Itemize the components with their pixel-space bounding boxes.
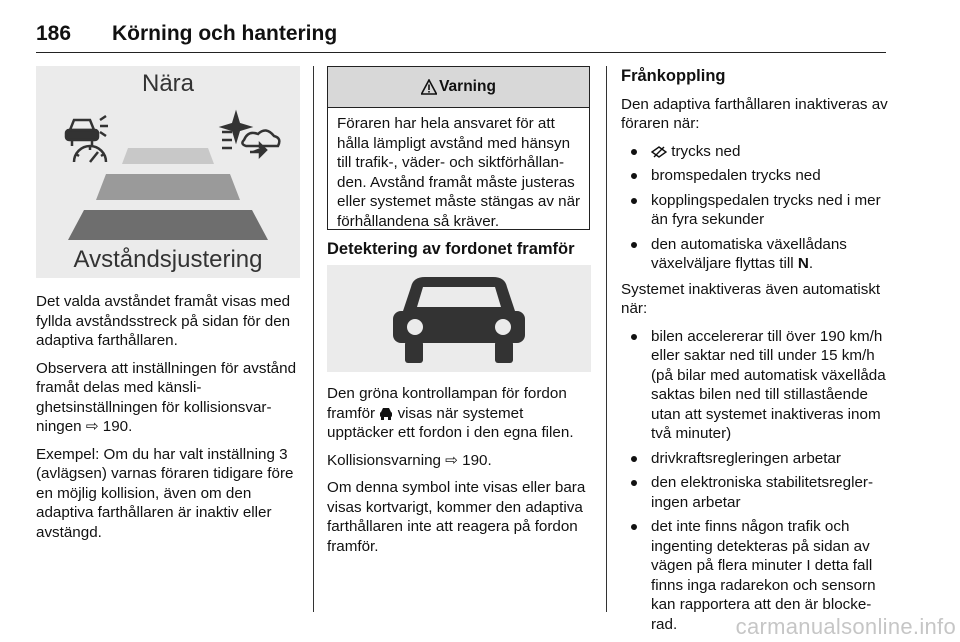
warning-heading: Varning <box>439 78 496 95</box>
chapter-title: Körning och hantering <box>112 22 338 45</box>
text-run: den automatiska växellådans växelväljare flyttas till <box>651 235 847 272</box>
warning-triangle-icon <box>421 79 437 95</box>
page-number: 186 <box>36 22 72 45</box>
cruise-cancel-icon <box>651 146 667 158</box>
bullet-list <box>621 142 889 274</box>
text-run: Den gröna kontrollampan för fordon framför <box>327 385 567 422</box>
page-header <box>36 18 886 53</box>
paragraph: Den adaptiva farthållaren inaktiveras av föraren när: <box>621 95 888 132</box>
warning-box <box>327 66 590 230</box>
distance-bar-2 <box>96 174 240 200</box>
vehicle-ahead-figure <box>327 265 591 372</box>
paragraph: Kollisionsvarning ⇨ 190. <box>327 451 492 469</box>
adaptive-cruise-icon <box>66 116 108 162</box>
paragraph <box>327 384 592 443</box>
vehicle-ahead-icon <box>327 265 591 372</box>
paragraph: Exempel: Om du har valt inställning 3 (avlägsen) varnas föraren tidigare före en möjlig kollision, även om den adaptiva farthållaren är inaktiv eller avstängd. <box>36 445 294 541</box>
figure-title-distance-adjust: Avståndsjustering <box>73 246 263 273</box>
distance-setting-figure <box>36 66 300 278</box>
distance-bar-3 <box>68 210 268 240</box>
paragraph: Det valda avståndet framåt visas med fyllda avståndsstreck på sidan för den adaptiva farthållaren. <box>36 293 291 349</box>
gear-letter: N <box>797 255 809 272</box>
list-item: den elektroniska stabilitetsregleringen arbetar <box>621 473 889 512</box>
warning-text: Föraren har hela ansvaret för att hålla lämpligt avstånd med hänsyn till trafik-, väder- och siktförhållanden. Avstånd framåt måste justeras eller systemet måste stängas av när förhållandena så kräver. <box>337 115 581 230</box>
figure-title-near: Nära <box>141 70 195 97</box>
text-run: trycks ned <box>671 142 741 160</box>
watermark: carmanualsonline.info <box>735 614 956 639</box>
text-run: visas när systemet upptäcker ett fordon i den egna filen. <box>327 404 574 441</box>
text-run: . <box>808 255 814 272</box>
paragraph: Om denna symbol inte visas eller bara visas kortvarigt, kommer den adaptiva farthållaren inte att reagera på fordon framför. <box>327 479 586 555</box>
list-item: drivkraftsregleringen arbetar <box>621 449 889 469</box>
column-2-text <box>327 384 592 564</box>
warning-header <box>328 67 589 108</box>
list-item: bilen accelererar till över 190 km/h eller saktar ned till under 15 km/h (på bilar med automatisk växellåda saktas bilen ned till stillastående utan att systemet inaktiveras inom två minuter) <box>621 327 889 444</box>
list-item <box>621 235 889 274</box>
column-3-text <box>621 65 889 640</box>
distance-bar-1 <box>122 148 214 164</box>
paragraph: Observera att inställningen för avstånd framåt delas med känslighetsinställningen för kollisionsvarningen ⇨ 190. <box>36 359 297 435</box>
list-item: kopplingspedalen trycks ned i mer än fyra sekunder <box>621 191 889 230</box>
column-1-text <box>36 292 301 550</box>
paragraph: Systemet inaktiveras även automatiskt när: <box>621 280 881 317</box>
list-item: det inte finns någon trafik och ingenting detekteras på sidan av vägen på flera minuter I detta fall finns inga radarekon och sensorn kan rapportera att den är blockerad. <box>621 517 889 634</box>
column-divider <box>313 66 314 612</box>
list-item: bromspedalen trycks ned <box>621 166 889 186</box>
bullet-list <box>621 327 889 635</box>
section-heading-disengage: Frånkoppling <box>621 67 726 85</box>
column-divider <box>606 66 607 612</box>
section-heading-vehicle-detection: Detektering av fordonet framför <box>327 240 575 258</box>
sensor-weather-icon <box>222 114 279 156</box>
vehicle-ahead-indicator-icon <box>379 407 393 420</box>
list-item <box>621 142 889 162</box>
